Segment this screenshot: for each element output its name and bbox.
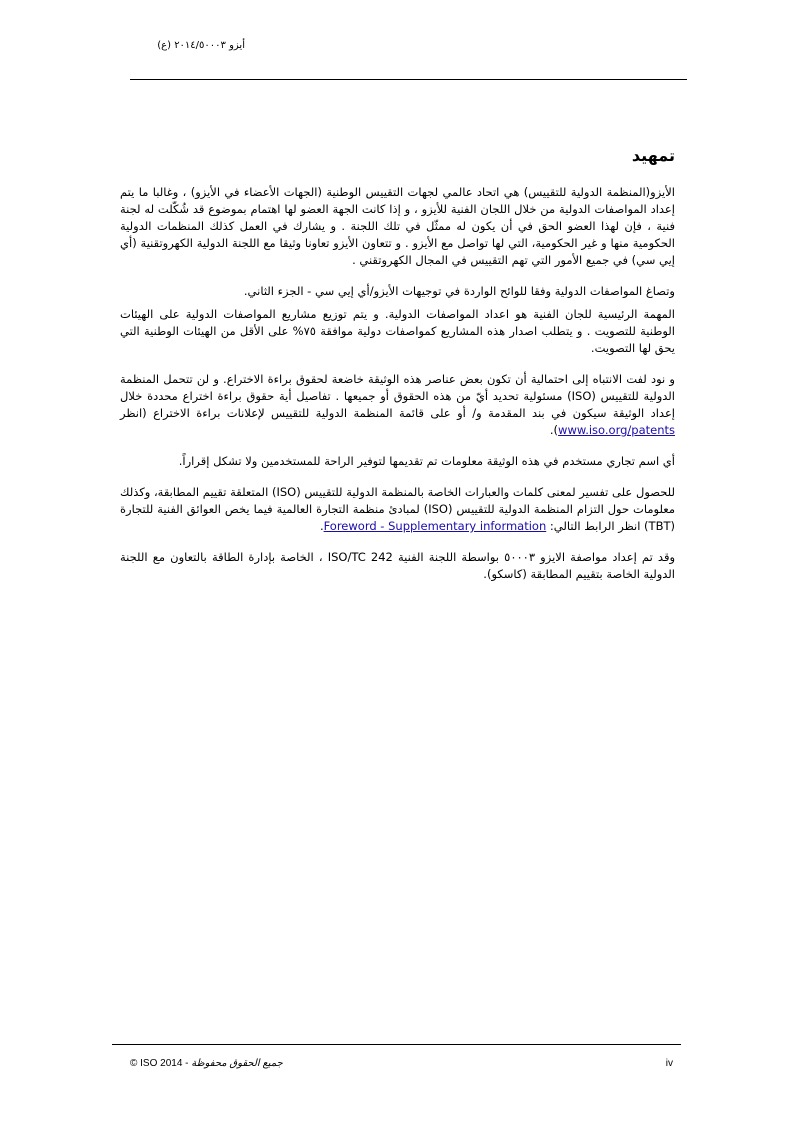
patents-end: ). (549, 423, 559, 437)
page-title: تمهيد (631, 146, 675, 165)
page-number: iv (665, 1058, 673, 1069)
patents-link[interactable]: www.iso.org/patents (558, 423, 675, 437)
paragraph-committee: وقد تم إعداد مواصفة الايزو ٥٠٠٠٣ بواسطة اللجنة الفنية ISO/TC 242 ، الخاصة بإدارة الطاقة بالتعاون مع اللجنة الدولية الخاصة بتقييم المطابقة (كاسكو). (120, 550, 675, 581)
paragraph-trade-names: أي اسم تجاري مستخدم في هذه الوثيقة معلومات تم تقديمها لتوفير الراحة للمستخدمين ولا تشكل إقراراً. (178, 454, 675, 468)
supplementary-info-link[interactable]: Foreword - Supplementary information (323, 519, 547, 533)
patents-text: و نود لفت الانتباه إلى احتمالية أن تكون بعض عناصر هذه الوثيقة خاضعة لحقوق براءة الاختراع. و لن تتحمل المنظمة الدولية للتقييس (ISO) مسئولية تحديد أيّ من هذه الحقوق أو جميعها . تفاصيل أية حقوق براءة اختراع محددة خلال إعداد الوثيقة سيكون في بند المقدمة و/ أو على قائمة المنظمة الدولية للتقييس لإعلانات براءة الاختراع (انظر (120, 372, 675, 420)
copyright-text: © ISO 2014 - (130, 1058, 192, 1069)
footer-copyright (130, 1058, 283, 1069)
paragraph-conformity (120, 484, 675, 535)
paragraph-iso-intro: الأيزو(المنظمة الدولية للتقييس) هي اتحاد عالمي لجهات التقييس الوطنية (الجهات الأعضاء في الأيزو) ، وغالبا ما يتم إعداد المواصفات الدولية من خلال اللجان الفنية للأيزو ، و إذا كانت الجهة العضو لها اهتمام بموضوع قد شُكّلت له لجنة فنية ، فإن لهذا العضو الحق في أن يكون له ممثّل في تلك اللجنة . و يشارك في العمل كذلك المنظمات الدولية الحكومية منها و غير الحكومية، التي لها تواصل مع الأيزو . و تتعاون الأيزو تعاونا وثيقا مع اللجنة الدولية الكهروتقنية (أي إيي سي) في جميع الأمور التي تهم التقييس في المجال الكهروتقني . (120, 185, 675, 267)
header-divider (130, 79, 687, 80)
conformity-end: . (319, 519, 324, 533)
rights-reserved-text: جميع الحقوق محفوظة (191, 1058, 283, 1069)
paragraph-main-task: المهمة الرئيسية للجان الفنية هو اعداد المواصفات الدولية. و يتم توزيع مشاريع المواصفات الدولية على الهيئات الوطنية للتصويت . و يتطلب اصدار هذه المشاريع كمواصفات دولية موافقة ٧٥% على الأقل من الهيئات الوطنية التي يحق لها التصويت. (120, 307, 676, 355)
conformity-text: للحصول على تفسير لمعنى كلمات والعبارات الخاصة بالمنظمة الدولية للتقييس (ISO) المتعلقة تقييم المطابقة، وكذلك معلومات حول التزام المنظمة الدولية للتقييس (ISO) لمبادئ منظمة التجارة العالمية فيما يخص العوائق الفنية للتجارة (TBT) انظر الرابط التالي: (120, 485, 675, 533)
footer-divider (112, 1044, 681, 1045)
paragraph-directives: وتصاغ المواصفات الدولية وفقا للوائح الواردة في توجيهات الأيزو/أي إيي سي - الجزء الثاني. (243, 284, 675, 298)
paragraph-patents (120, 371, 675, 439)
foreword-body (120, 184, 675, 583)
document-reference-header: أيزو ٢٠١٤/٥٠٠٠٣ (ع) (157, 40, 245, 51)
